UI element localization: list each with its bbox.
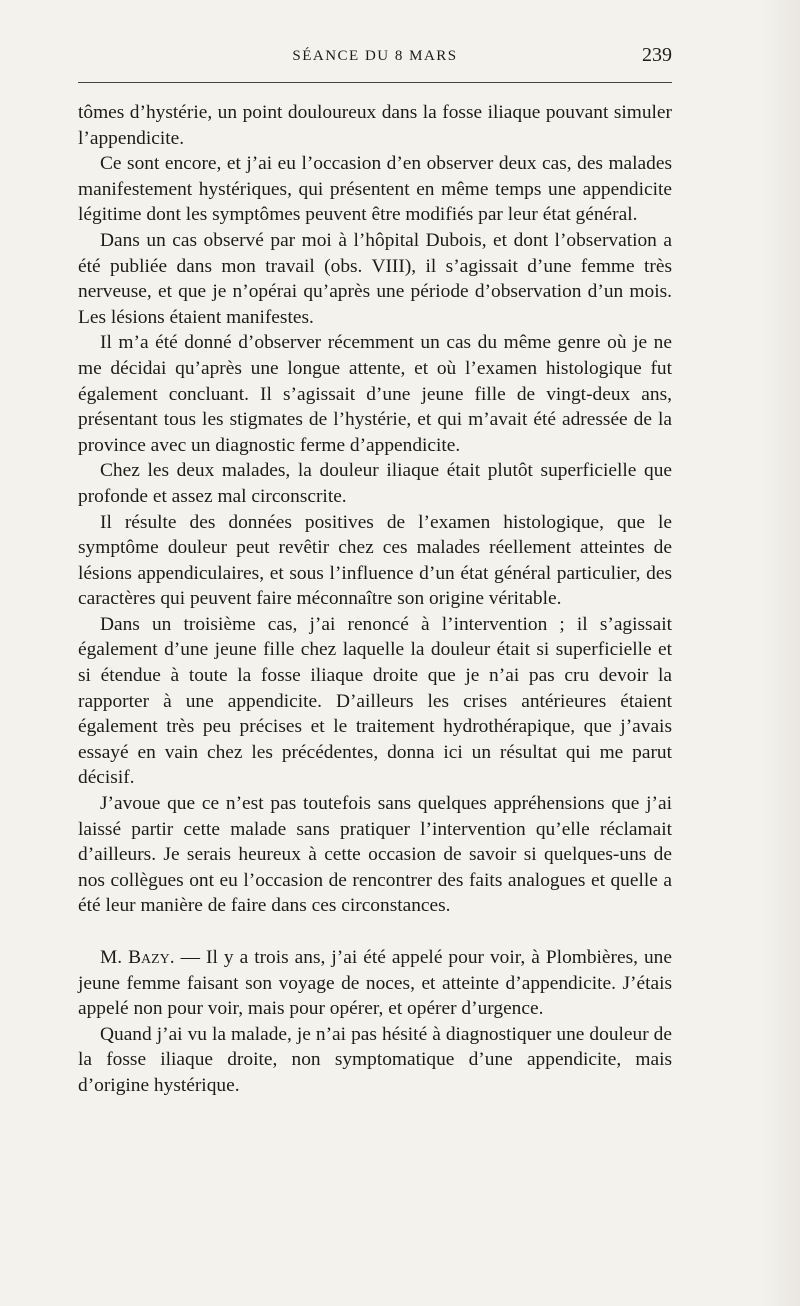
running-head <box>78 44 672 74</box>
paragraph: Quand j’ai vu la malade, je n’ai pas hésité à diagnostiquer une douleur de la fosse iliaque droite, non symptomatique d’une appendicite, mais d’origine hystérique. <box>78 1023 672 1096</box>
paragraph: tômes d’hystérie, un point douloureux dans la fosse iliaque pouvant simuler l’appendicite. <box>78 102 672 149</box>
speaker-text: — Il y a trois ans, j’ai été appelé pour voir, à Plombières, une jeune femme faisant son voyage de noces, et atteinte d’appendicite. J’étais appelé non pour voir, mais pour opérer, et opérer d’urgence. <box>78 947 672 1020</box>
scan-shadow <box>760 0 800 1306</box>
page-number: 239 <box>642 44 672 66</box>
speaker-name: M. Bazy. <box>100 947 175 968</box>
header-rule <box>78 82 672 83</box>
paragraph: Dans un cas observé par moi à l’hôpital Dubois, et dont l’observation a été publiée dans mon travail (obs. VIII), il s’agissait d’une femme très nerveuse, et que je n’opérai qu’après une période d’observation d’un mois. Les lésions étaient manifestes. <box>78 229 672 328</box>
paragraph: Il résulte des données positives de l’examen histologique, que le symptôme douleur peut revêtir chez ces malades réellement atteintes de lésions appendiculaires, et sous l’influence d’un état général particulier, des caractères qui peuvent faire méconnaître son origine véritable. <box>78 511 672 610</box>
paragraph: Chez les deux malades, la douleur iliaque était plutôt superficielle que profonde et assez mal circonscrite. <box>78 460 672 507</box>
paragraph: Dans un troisième cas, j’ai renoncé à l’intervention ; il s’agissait également d’une jeune fille chez laquelle la douleur était si superficielle et si étendue à toute la fosse iliaque droite que je n’ai pas cru devoir la rapporter à une appendicite. D’ailleurs les crises antérieures étaient également très peu précises et le traitement hydrothérapique, que j’avais essayé en vain chez les précédentes, donna ici un résultat qui me parut décisif. <box>78 613 672 789</box>
speaker-paragraph <box>78 945 672 1022</box>
paragraph: Ce sont encore, et j’ai eu l’occasion d’en observer deux cas, des malades manifestement hystériques, qui présentent en même temps une appendicite légitime dont les symptômes peuvent être modifiés par leur état général. <box>78 153 672 226</box>
running-title: SÉANCE DU 8 MARS <box>292 48 458 64</box>
paragraph: J’avoue que ce n’est pas toutefois sans quelques appréhensions que j’ai laissé partir cette malade sans pratiquer l’intervention qu’elle réclamait d’ailleurs. Je serais heureux à cette occasion de savoir si quelques-uns de nos collègues ont eu l’occasion de rencontrer des faits analogues et quelle a été leur manière de faire dans ces circonstances. <box>78 793 672 917</box>
paragraph: Il m’a été donné d’observer récemment un cas du même genre où je ne me décidai qu’après une longue attente, et où l’examen histologique fut également concluant. Il s’agissait d’une jeune fille de vingt-deux ans, présentant tous les stigmates de l’hystérie, et qui m’avait été adressée de la province avec un diagnostic ferme d’appendicite. <box>78 332 672 456</box>
section-gap <box>78 919 672 945</box>
body-text <box>78 100 672 1099</box>
